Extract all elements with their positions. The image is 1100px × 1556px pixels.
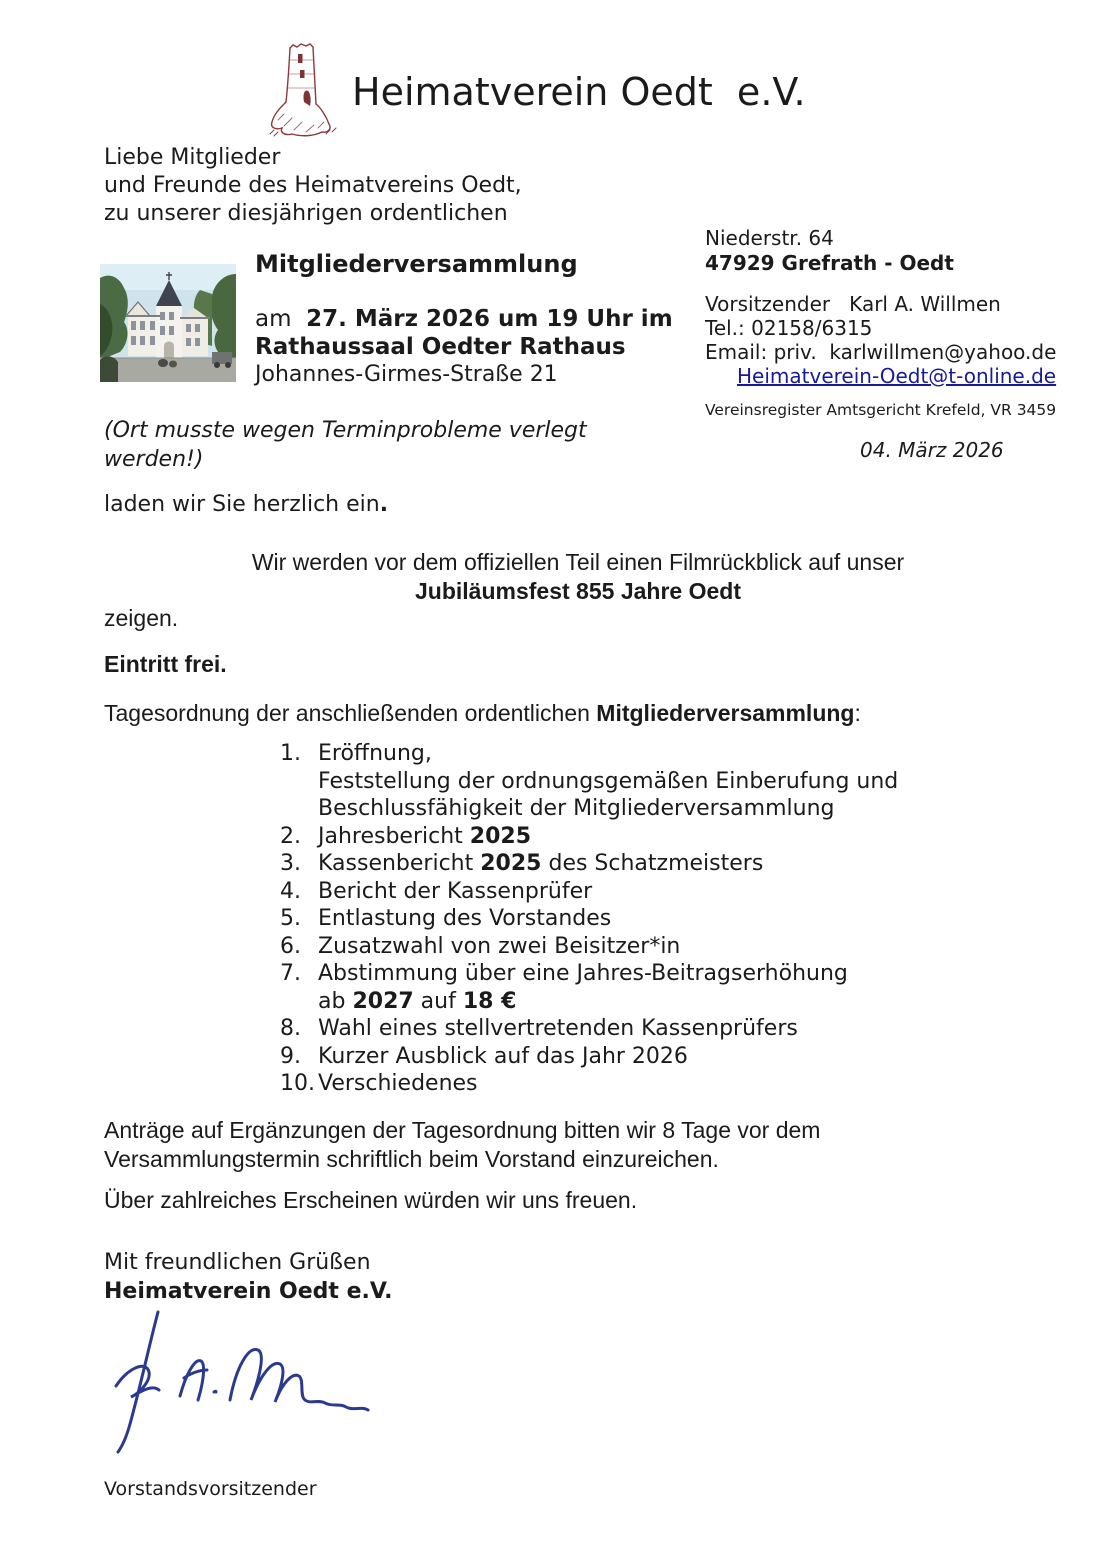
agenda-item [280,1043,898,1071]
tower-ruin-logo-icon [266,36,340,142]
regards-line: Mit freundlichen Grüßen [104,1250,371,1275]
agenda-item-text: Verschiedenes [318,1071,478,1096]
meeting-location-line: Rathaussaal Oedter Rathaus [255,334,626,360]
agenda-intro: Tagesordnung der anschließenden ordentlichen Mitgliederversammlung: [104,700,861,726]
meeting-heading: Mitgliederversammlung [255,250,578,278]
agenda-item-number: 6. [280,933,301,959]
agenda-item-number: 10. [280,1071,315,1096]
agenda-item [280,1070,898,1098]
agenda-item-text: Kurzer Ausblick auf das Jahr 2026 [318,1043,688,1069]
agenda-item [280,740,898,823]
address-block [705,226,954,276]
street-line: Niederstr. 64 [705,226,834,250]
chairman-line: Vorsitzender Karl A. Willmen [705,292,1001,316]
register-line: Vereinsregister Amtsgericht Krefeld, VR 3459 [705,401,1057,419]
agenda-item-text: Jahresbericht 2025 [318,823,532,849]
page-title: Heimatverein Oedt e.V. [352,70,806,114]
greeting-block [104,144,522,228]
agenda-item-text: Abstimmung über eine Jahres-Beitragserhöhung ab 2027 auf 18 € [318,961,848,1014]
invite-sentence: laden wir Sie herzlich ein. [104,492,389,517]
agenda-item [280,960,898,1015]
agenda-item-number: 1. [280,741,301,766]
agenda-item-text: Wahl eines stellvertretenden Kassenprüfers [318,1016,798,1041]
agenda-item-text: Bericht der Kassenprüfer [318,878,593,904]
club-email-link[interactable]: Heimatverein-Oedt@t-online.de [737,364,1057,388]
agenda-item-number: 3. [280,851,301,876]
agenda-item-number: 5. [280,906,301,931]
greeting-line: Liebe Mitglieder [104,145,281,170]
greeting-line: zu unserer diesjährigen ordentlichen [104,201,508,226]
film-line2: Jubiläumsfest 855 Jahre Oedt [415,578,741,604]
city-line: 47929 Grefrath - Oedt [705,251,954,275]
agenda-item [280,850,898,878]
phone-line: Tel.: 02158/6315 [705,316,873,340]
agenda-item-number: 7. [280,961,301,986]
handwritten-signature [92,1306,392,1466]
film-line3: zeigen. [104,605,179,631]
agenda-item [280,933,898,961]
rathaus-photo [100,264,236,382]
relocation-note: (Ort musste wegen Terminprobleme verlegt werden!) [104,418,587,472]
agenda-item-number: 4. [280,878,301,904]
film-line1: Wir werden vor dem offiziellen Teil einen Filmrückblick auf unser [251,549,905,575]
admission-note: Eintritt frei. [104,651,227,677]
agenda-item [280,823,898,851]
film-announcement [150,548,1006,606]
org-name-line: Heimatverein Oedt e.V. [104,1279,393,1304]
signoff-block [104,1248,392,1306]
agenda-item-number: 2. [280,823,301,849]
meeting-street-line: Johannes-Girmes-Straße 21 [255,362,558,387]
agenda-item [280,905,898,933]
agenda-item-text: Kassenbericht 2025 des Schatzmeisters [318,851,764,876]
agenda-item-number: 9. [280,1043,301,1069]
contact-block [705,292,1056,388]
agenda-item [280,1015,898,1043]
private-email-line: Email: priv. karlwillmen@yahoo.de [705,340,1057,364]
agenda-item-number: 8. [280,1016,301,1041]
greeting-line: und Freunde des Heimatvereins Oedt, [104,173,522,198]
agenda-item-text: Eröffnung, Feststellung der ordnungsgemäßen Einberufung und Beschlussfähigkeit der Mitgliederversammlung [318,741,899,821]
agenda-item [280,878,898,906]
agenda-item-text: Zusatzwahl von zwei Beisitzer*in [318,933,681,959]
invitation-block [255,250,673,389]
requests-paragraph: Anträge auf Ergänzungen der Tagesordnung bitten wir 8 Tage vor dem Versammlungstermin schriftlich beim Vorstand einzureichen. [104,1117,821,1172]
meeting-when-where [255,305,673,389]
agenda-list [280,740,898,1098]
attendance-paragraph: Über zahlreiches Erscheinen würden wir uns freuen. [104,1187,638,1213]
letter-date: 04. März 2026 [860,438,1004,462]
meeting-date-line: am 27. März 2026 um 19 Uhr im [255,306,673,332]
role-line: Vorstandsvorsitzender [104,1478,317,1500]
agenda-item-text: Entlastung des Vorstandes [318,906,612,931]
